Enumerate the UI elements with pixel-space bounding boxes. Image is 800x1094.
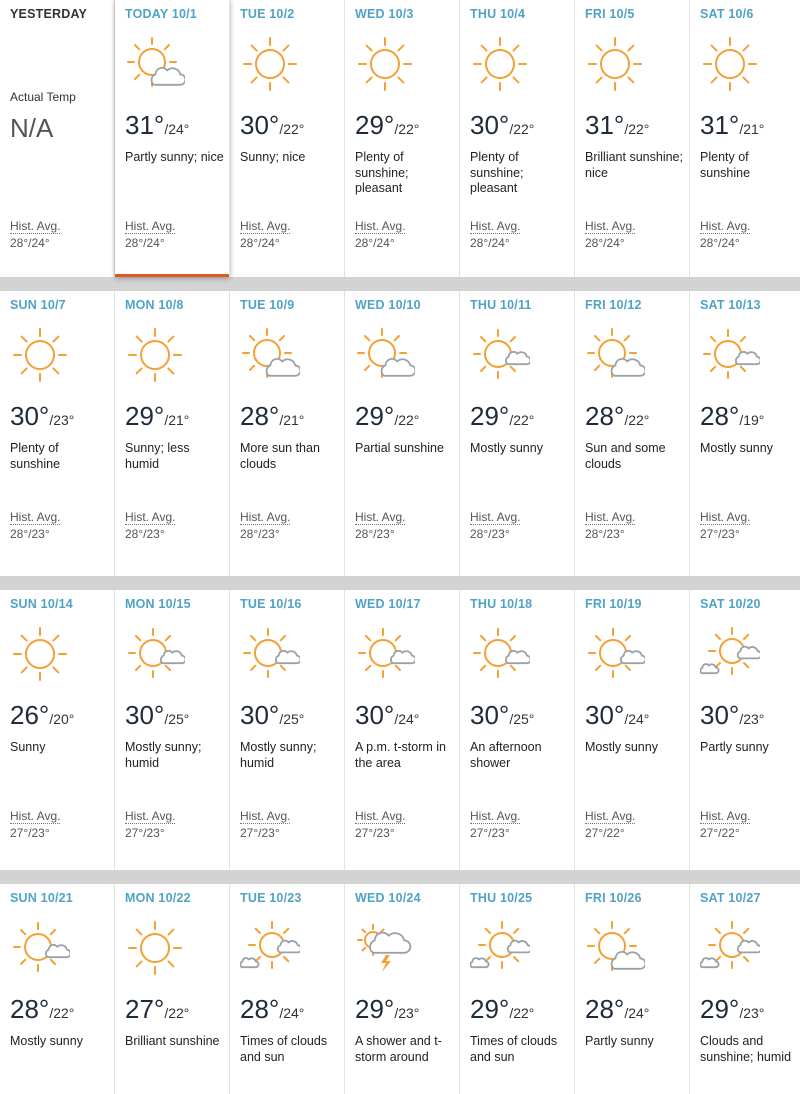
day-cell[interactable] (575, 884, 690, 1094)
day-label: MON 10/15 (125, 597, 191, 611)
sun-two-clouds-icon (240, 918, 300, 978)
high-temp: 30° (470, 700, 510, 730)
day-cell[interactable] (345, 291, 460, 576)
high-temp: 28° (240, 994, 280, 1024)
hist-avg-value: 28°/24° (585, 236, 625, 250)
day-label: WED 10/3 (355, 7, 414, 21)
forecast-phrase: Clouds and sunshine; humid (700, 1034, 792, 1064)
day-label: THU 10/4 (470, 7, 526, 21)
forecast-phrase: Plenty of sunshine (700, 150, 751, 180)
sunny-icon (700, 34, 760, 94)
hist-avg (700, 509, 750, 543)
high-temp: 29° (355, 401, 395, 431)
day-label: TODAY 10/1 (125, 7, 197, 21)
forecast-phrase: More sun than clouds (240, 441, 320, 471)
low-temp: /24° (279, 1005, 305, 1021)
hist-avg (470, 218, 520, 252)
high-temp: 29° (125, 401, 165, 431)
low-temp: /22° (279, 121, 305, 137)
temperature (700, 110, 764, 141)
day-cell[interactable] (460, 590, 575, 870)
hist-avg (585, 808, 635, 842)
hist-avg (240, 808, 290, 842)
forecast-phrase: Plenty of sunshine (10, 441, 61, 471)
thunderstorm-icon (355, 918, 415, 978)
hist-avg-label: Hist. Avg. (470, 219, 521, 233)
high-temp: 30° (240, 700, 280, 730)
hist-avg-label: Hist. Avg. (585, 510, 636, 524)
low-temp: /21° (164, 412, 190, 428)
mostly-sunny-icon (700, 325, 760, 385)
hist-avg (125, 218, 175, 252)
forecast-phrase: Times of clouds and sun (240, 1034, 328, 1064)
day-cell[interactable] (690, 884, 800, 1094)
temperature (125, 994, 189, 1025)
temperature (700, 700, 764, 731)
low-temp: /25° (509, 711, 535, 727)
high-temp: 29° (355, 110, 395, 140)
mostly-sunny-icon (240, 624, 300, 684)
sunny-icon (10, 624, 70, 684)
day-label: WED 10/17 (355, 597, 421, 611)
hist-avg-label: Hist. Avg. (700, 809, 751, 823)
temperature (355, 401, 419, 432)
day-cell[interactable] (575, 0, 690, 277)
low-temp: /21° (279, 412, 305, 428)
high-temp: 30° (240, 110, 280, 140)
high-temp: 30° (700, 700, 740, 730)
low-temp: /24° (394, 711, 420, 727)
week-row (0, 884, 800, 1094)
day-cell[interactable] (460, 0, 575, 277)
hist-avg-value: 28°/24° (240, 236, 280, 250)
hist-avg (355, 509, 405, 543)
forecast-phrase: Mostly sunny (585, 740, 658, 754)
hist-avg-label: Hist. Avg. (10, 510, 61, 524)
forecast-phrase: Partly sunny; nice (125, 150, 224, 164)
temperature (10, 700, 74, 731)
hist-avg-value: 28°/24° (700, 236, 740, 250)
low-temp: /22° (509, 1005, 535, 1021)
day-cell[interactable] (230, 291, 345, 576)
high-temp: 28° (585, 401, 625, 431)
hist-avg (700, 808, 750, 842)
week-separator (0, 870, 800, 884)
forecast-phrase: A p.m. t-storm in the area (355, 740, 446, 770)
day-label: SUN 10/7 (10, 298, 66, 312)
hist-avg-label: Hist. Avg. (125, 510, 176, 524)
day-cell[interactable] (230, 884, 345, 1094)
day-cell[interactable] (115, 291, 230, 576)
sunny-icon (470, 34, 530, 94)
high-temp: 26° (10, 700, 50, 730)
day-label: SAT 10/6 (700, 7, 754, 21)
low-temp: /24° (624, 711, 650, 727)
high-temp: 30° (585, 700, 625, 730)
day-label: FRI 10/12 (585, 298, 642, 312)
hist-avg-value: 28°/23° (585, 527, 625, 541)
temperature (355, 110, 419, 141)
low-temp: /23° (49, 412, 75, 428)
day-cell[interactable] (690, 590, 800, 870)
day-label: WED 10/24 (355, 891, 421, 905)
actual-temp-value: N/A (10, 113, 54, 143)
low-temp: /22° (49, 1005, 75, 1021)
day-label: TUE 10/23 (240, 891, 302, 905)
mostly-sunny-icon (355, 624, 415, 684)
temperature (125, 700, 189, 731)
mostly-sunny-icon (470, 325, 530, 385)
sun-two-clouds-icon (700, 624, 760, 684)
hist-avg (125, 509, 175, 543)
low-temp: /22° (624, 412, 650, 428)
sunny-icon (355, 34, 415, 94)
day-cell[interactable] (690, 291, 800, 576)
day-label: MON 10/8 (125, 298, 184, 312)
low-temp: /23° (739, 711, 765, 727)
temperature (355, 994, 419, 1025)
high-temp: 30° (355, 700, 395, 730)
hist-avg-value: 28°/23° (240, 527, 280, 541)
forecast-phrase: Times of clouds and sun (470, 1034, 558, 1064)
forecast-phrase: Mostly sunny (10, 1034, 83, 1048)
temperature (125, 110, 189, 141)
low-temp: /24° (164, 121, 190, 137)
sun-two-clouds-icon (470, 918, 530, 978)
high-temp: 31° (125, 110, 165, 140)
day-cell[interactable] (230, 590, 345, 870)
day-label: TUE 10/2 (240, 7, 295, 21)
low-temp: /22° (509, 412, 535, 428)
hist-avg (125, 808, 175, 842)
day-label: SAT 10/13 (700, 298, 761, 312)
week-row (0, 0, 800, 277)
hist-avg-value: 27°/23° (125, 826, 165, 840)
day-cell[interactable] (115, 590, 230, 870)
week-separator (0, 277, 800, 291)
forecast-phrase: Sun and some clouds (585, 441, 666, 471)
hist-avg (240, 509, 290, 543)
hist-avg-label: Hist. Avg. (355, 219, 406, 233)
hist-avg-value: 27°/22° (585, 826, 625, 840)
hist-avg-label: Hist. Avg. (585, 219, 636, 233)
temperature (240, 401, 304, 432)
hist-avg-label: Hist. Avg. (585, 809, 636, 823)
hist-avg (700, 218, 750, 252)
forecast-phrase: Plenty of sunshine; pleasant (355, 150, 409, 195)
partly-sunny-icon (585, 325, 645, 385)
hist-avg-label: Hist. Avg. (700, 510, 751, 524)
hist-avg-label: Hist. Avg. (470, 809, 521, 823)
temperature (355, 700, 419, 731)
temperature (10, 994, 74, 1025)
sunny-icon (125, 918, 185, 978)
hist-avg (470, 808, 520, 842)
hist-avg (10, 509, 60, 543)
hist-avg-label: Hist. Avg. (700, 219, 751, 233)
high-temp: 31° (700, 110, 740, 140)
hist-avg-label: Hist. Avg. (240, 510, 291, 524)
high-temp: 27° (125, 994, 165, 1024)
actual-temp-label: Actual Temp (10, 90, 76, 104)
forecast-phrase: Sunny; less humid (125, 441, 190, 471)
high-temp: 28° (10, 994, 50, 1024)
hist-avg-value: 28°/24° (355, 236, 395, 250)
temperature (10, 401, 74, 432)
hist-avg-label: Hist. Avg. (125, 219, 176, 233)
day-cell[interactable] (690, 0, 800, 277)
day-label: THU 10/11 (470, 298, 532, 312)
hist-avg (355, 808, 405, 842)
low-temp: /23° (739, 1005, 765, 1021)
day-label: SAT 10/27 (700, 891, 761, 905)
temperature (470, 700, 534, 731)
hist-avg-value: 28°/23° (125, 527, 165, 541)
high-temp: 29° (470, 401, 510, 431)
temperature (585, 994, 649, 1025)
forecast-phrase: A shower and t-storm around (355, 1034, 442, 1064)
sunny-icon (585, 34, 645, 94)
sunny-icon (125, 325, 185, 385)
partly-sunny-icon (355, 325, 415, 385)
hist-avg-value: 28°/24° (470, 236, 510, 250)
day-cell[interactable] (0, 590, 115, 870)
hist-avg-value: 28°/23° (355, 527, 395, 541)
hist-avg-label: Hist. Avg. (125, 809, 176, 823)
day-cell[interactable] (460, 291, 575, 576)
day-label: FRI 10/26 (585, 891, 642, 905)
temperature (470, 110, 534, 141)
forecast-phrase: Plenty of sunshine; pleasant (470, 150, 524, 195)
temperature (240, 700, 304, 731)
temperature (240, 110, 304, 141)
low-temp: /22° (509, 121, 535, 137)
forecast-phrase: Partial sunshine (355, 441, 444, 455)
low-temp: /25° (164, 711, 190, 727)
day-label: THU 10/25 (470, 891, 533, 905)
mostly-sunny-icon (10, 918, 70, 978)
hist-avg (470, 509, 520, 543)
mostly-sunny-icon (125, 624, 185, 684)
forecast-phrase: Sunny; nice (240, 150, 306, 164)
hist-avg-value: 28°/24° (125, 236, 165, 250)
temperature (700, 401, 764, 432)
forecast-phrase: Partly sunny (585, 1034, 654, 1048)
day-cell[interactable] (575, 590, 690, 870)
temperature (585, 110, 649, 141)
day-label: YESTERDAY (10, 7, 88, 21)
low-temp: /22° (394, 412, 420, 428)
hist-avg-label: Hist. Avg. (10, 219, 61, 233)
forecast-phrase: An afternoon shower (470, 740, 542, 770)
high-temp: 29° (470, 994, 510, 1024)
hist-avg-label: Hist. Avg. (240, 809, 291, 823)
hist-avg-value: 28°/23° (10, 527, 50, 541)
forecast-phrase: Mostly sunny (470, 441, 543, 455)
temperature (700, 994, 764, 1025)
low-temp: /24° (624, 1005, 650, 1021)
high-temp: 29° (355, 994, 395, 1024)
hist-avg-value: 27°/23° (355, 826, 395, 840)
forecast-phrase: Mostly sunny; humid (240, 740, 317, 770)
hist-avg-value: 27°/23° (700, 527, 740, 541)
mostly-sunny-icon (585, 624, 645, 684)
hist-avg-label: Hist. Avg. (240, 219, 291, 233)
day-cell-yesterday[interactable] (0, 0, 115, 277)
day-label: THU 10/18 (470, 597, 533, 611)
day-label: TUE 10/9 (240, 298, 295, 312)
high-temp: 29° (700, 994, 740, 1024)
sunny-icon (240, 34, 300, 94)
low-temp: /19° (739, 412, 765, 428)
temperature (470, 401, 534, 432)
high-temp: 30° (125, 700, 165, 730)
sun-two-clouds-icon (700, 918, 760, 978)
mostly-sunny-icon (470, 624, 530, 684)
day-cell[interactable] (345, 590, 460, 870)
week-separator (0, 576, 800, 590)
day-cell[interactable] (230, 0, 345, 277)
hist-avg-value: 27°/22° (700, 826, 740, 840)
high-temp: 28° (585, 994, 625, 1024)
temperature (125, 401, 189, 432)
hist-avg (240, 218, 290, 252)
low-temp: /20° (49, 711, 75, 727)
day-cell[interactable] (0, 291, 115, 576)
high-temp: 31° (585, 110, 625, 140)
low-temp: /25° (279, 711, 305, 727)
day-cell[interactable] (460, 884, 575, 1094)
day-cell[interactable] (345, 0, 460, 277)
forecast-phrase: Brilliant sunshine (125, 1034, 220, 1048)
day-cell[interactable] (115, 884, 230, 1094)
high-temp: 30° (10, 401, 50, 431)
hist-avg-value: 28°/24° (10, 236, 50, 250)
forecast-phrase: Partly sunny (700, 740, 769, 754)
hist-avg (10, 808, 60, 842)
day-label: WED 10/10 (355, 298, 421, 312)
low-temp: /21° (739, 121, 765, 137)
low-temp: /22° (624, 121, 650, 137)
hist-avg-label: Hist. Avg. (355, 809, 406, 823)
low-temp: /22° (394, 121, 420, 137)
high-temp: 28° (700, 401, 740, 431)
day-cell[interactable] (115, 0, 230, 277)
partly-sunny-icon (125, 34, 185, 94)
forecast-phrase: Brilliant sunshine; nice (585, 150, 683, 180)
forecast-phrase: Mostly sunny; humid (125, 740, 202, 770)
hist-avg-label: Hist. Avg. (355, 510, 406, 524)
hist-avg-value: 27°/23° (470, 826, 510, 840)
day-cell[interactable] (575, 291, 690, 576)
hist-avg-label: Hist. Avg. (10, 809, 61, 823)
forecast-phrase: Mostly sunny (700, 441, 773, 455)
partly-sunny-icon (240, 325, 300, 385)
sunny-icon (10, 325, 70, 385)
hist-avg (10, 218, 60, 252)
week-row (0, 291, 800, 576)
hist-avg (585, 218, 635, 252)
high-temp: 30° (470, 110, 510, 140)
low-temp: /22° (164, 1005, 190, 1021)
day-label: FRI 10/19 (585, 597, 642, 611)
high-temp: 28° (240, 401, 280, 431)
hist-avg-label: Hist. Avg. (470, 510, 521, 524)
hist-avg-value: 28°/23° (470, 527, 510, 541)
day-label: SUN 10/21 (10, 891, 73, 905)
today-indicator (115, 274, 229, 277)
day-label: SAT 10/20 (700, 597, 761, 611)
day-label: SUN 10/14 (10, 597, 73, 611)
day-cell[interactable] (0, 884, 115, 1094)
temperature (585, 401, 649, 432)
day-label: TUE 10/16 (240, 597, 302, 611)
hist-avg-value: 27°/23° (10, 826, 50, 840)
day-cell[interactable] (345, 884, 460, 1094)
week-row (0, 590, 800, 870)
hist-avg-value: 27°/23° (240, 826, 280, 840)
day-label: MON 10/22 (125, 891, 191, 905)
hist-avg (355, 218, 405, 252)
temperature (585, 700, 649, 731)
temperature (240, 994, 304, 1025)
forecast-phrase: Sunny (10, 740, 46, 754)
day-label: FRI 10/5 (585, 7, 635, 21)
partly-sunny-icon (585, 918, 645, 978)
hist-avg (585, 509, 635, 543)
temperature (470, 994, 534, 1025)
low-temp: /23° (394, 1005, 420, 1021)
